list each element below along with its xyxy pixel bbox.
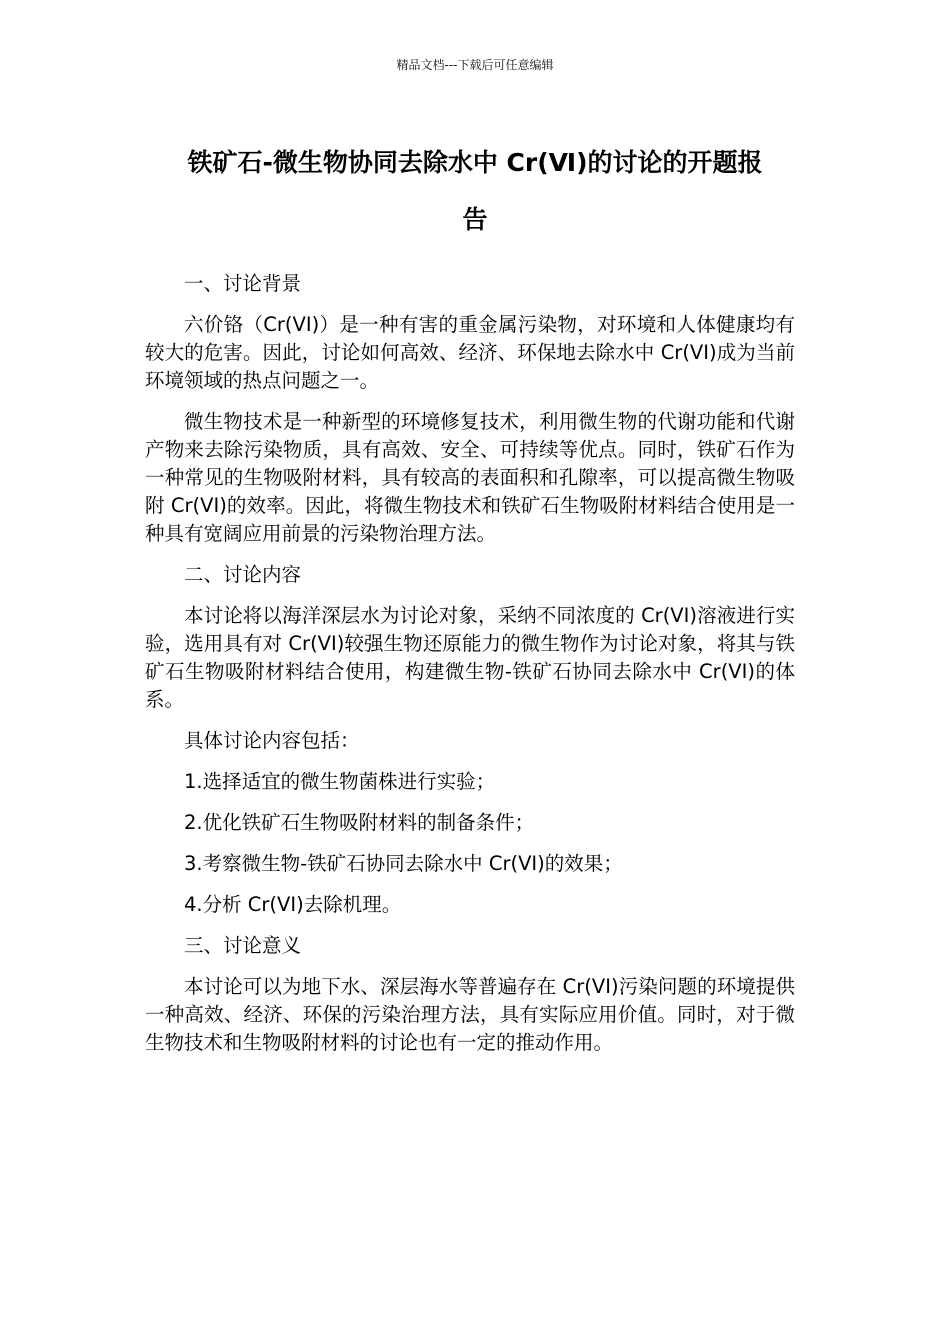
significance-paragraph-1: 本讨论可以为地下水、深层海水等普遍存在 Cr(VI)污染问题的环境提供一种高效、经济、环保的污染治理方法，具有实际应用价值。同时，对于微生物技术和生物吸附材料的讨论也有一定的推动作用。 (145, 975, 795, 1054)
content-list-item-2: 2.优化铁矿石生物吸附材料的制备条件； (184, 811, 535, 834)
section-heading-significance: 三、讨论意义 (184, 934, 302, 957)
content-list-item-3: 3.考察微生物-铁矿石协同去除水中 Cr(VI)的效果； (184, 852, 623, 875)
title-line-1: 铁矿石-微生物协同去除水中 Cr(Ⅵ)的讨论的开题报 (187, 148, 763, 177)
content-list-item-1: 1.选择适宜的微生物菌株进行实验； (184, 770, 496, 793)
section-heading-content: 二、讨论内容 (184, 563, 302, 586)
document-title (145, 134, 805, 248)
title-line-2: 告 (462, 205, 488, 234)
document-body (145, 270, 795, 1070)
background-paragraph-2: 微生物技术是一种新型的环境修复技术，利用微生物的代谢功能和代谢产物来去除污染物质，具有高效、安全、可持续等优点。同时，铁矿石作为一种常见的生物吸附材料，具有较高的表面积和孔隙率，可以提高微生物吸附 Cr(VI)的效率。因此，将微生物技术和铁矿石生物吸附材料结合使用是一种具有宽阔应用前景的污染物治理方法。 (145, 410, 795, 545)
header-note: 精品文档---下载后可任意编辑 (396, 58, 554, 72)
background-paragraph-1: 六价铬（Cr(VI)）是一种有害的重金属污染物，对环境和人体健康均有较大的危害。因此，讨论如何高效、经济、环保地去除水中 Cr(VI)成为当前环境领域的热点问题之一。 (145, 313, 795, 392)
content-paragraph-1: 本讨论将以海洋深层水为讨论对象，采纳不同浓度的 Cr(VI)溶液进行实验，选用具有对 Cr(VI)较强生物还原能力的微生物作为讨论对象，将其与铁矿石生物吸附材料结合使用，构建微生物-铁矿石协同去除水中 Cr(VI)的体系。 (145, 604, 795, 711)
content-intro: 具体讨论内容包括： (184, 729, 360, 752)
section-heading-background: 一、讨论背景 (184, 272, 302, 295)
content-list-item-4: 4.分析 Cr(VI)去除机理。 (184, 893, 402, 916)
